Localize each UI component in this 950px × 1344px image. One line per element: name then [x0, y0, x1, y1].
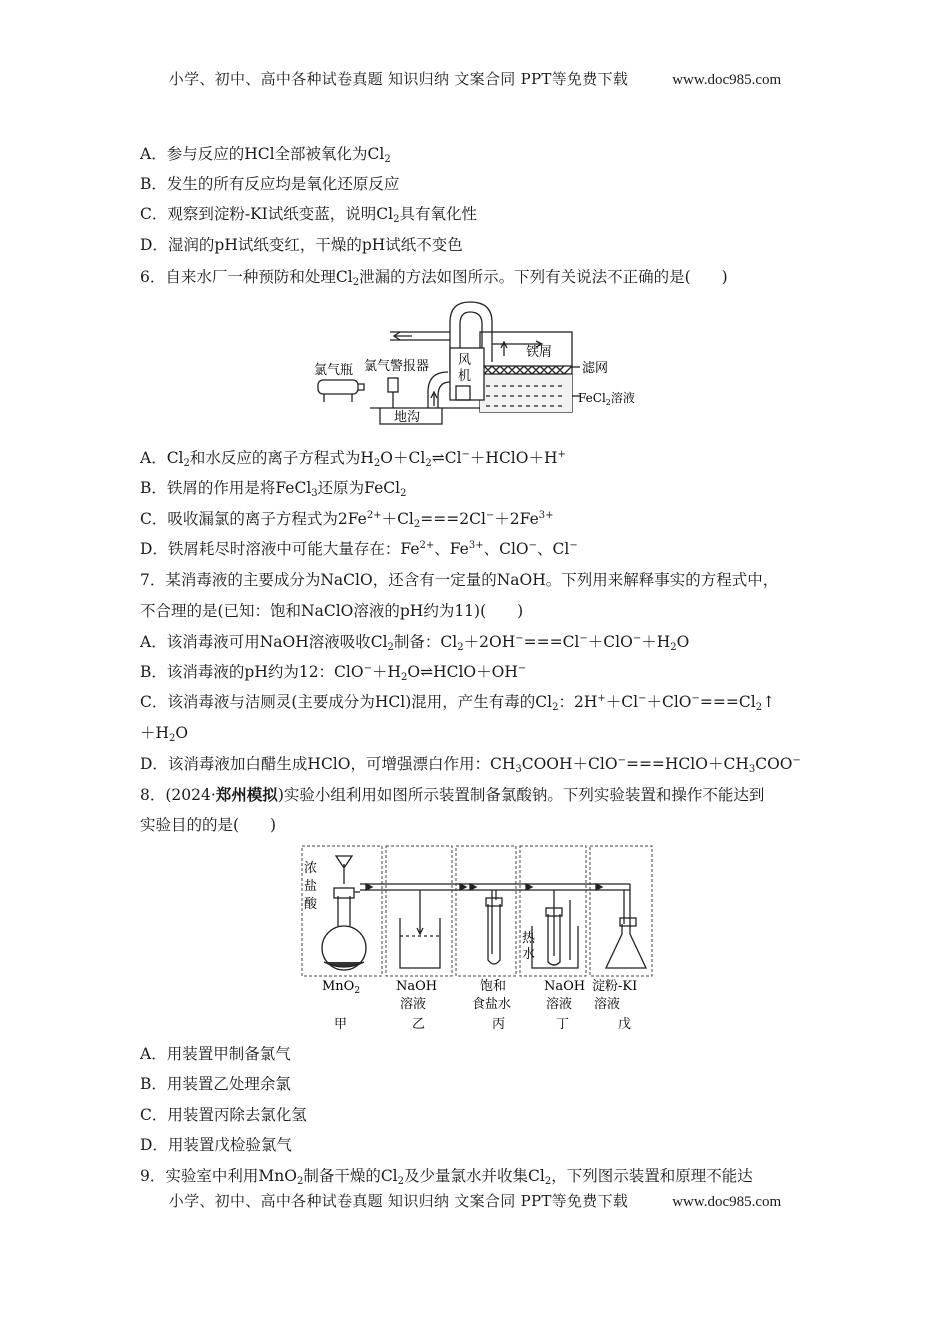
label-bottle: 氯气瓶	[314, 363, 354, 378]
q7-stem-line2: 不合理的是(已知：饱和NaClO溶液的pH约为11)( )	[140, 602, 524, 620]
q5-option-a: A．参与反应的HCl全部被氧化为$Cl_2$	[140, 145, 391, 165]
label-fan1: 风	[458, 353, 472, 368]
reversible-arrow: ⇌	[431, 449, 445, 467]
label-yi-2: 溶液	[400, 997, 427, 1012]
label-yi-1: NaOH	[396, 979, 438, 994]
label-bing-1: 饱和	[480, 979, 507, 994]
trench	[370, 408, 480, 424]
reversible-arrow: ⇌	[420, 663, 434, 681]
label-hot-2: 水	[522, 947, 536, 962]
label-wu-2: 溶液	[594, 997, 621, 1012]
footer-text: 小学、初中、高中各种试卷真题 知识归纳 文案合同 PPT等免费下载	[168, 1192, 629, 1210]
label-yi: 乙	[412, 1017, 426, 1032]
label-fan2: 机	[458, 369, 472, 384]
label-hot-1: 热	[522, 931, 536, 946]
q8-option-b: B．用装置乙处理余氯	[140, 1075, 291, 1093]
box-yi	[386, 846, 452, 976]
q6-option-d: D．铁屑耗尽时溶液中可能大量存在：$Fe^{2+}$、$Fe^{3+}$、ClO−、Cl−	[140, 540, 578, 558]
q6-option-a: A．$Cl_2$和水反应的离子方程式为$H_2O+Cl_2\rightleftharpoons Cl^-+HClO+H^+$	[140, 449, 566, 469]
q8-option-c: C．用装置丙除去氯化氢	[140, 1106, 307, 1124]
label-solution: FeCl$_2$溶液	[578, 391, 635, 407]
label-filter: 滤网	[582, 361, 609, 376]
q6-option-c: C．吸收漏氯的离子方程式为$2Fe^{2+}+Cl_2===2Cl^-+2Fe^{3+}$	[140, 510, 554, 530]
exhaust-arrow	[394, 332, 412, 340]
label-ding-1: NaOH	[544, 979, 586, 994]
q9-stem: 9．实验室中利用MnO$_2$制备干燥的$Cl_2$及少量氯水并收集$Cl_2$，下列图示装置和原理不能达	[140, 1167, 753, 1187]
q8-stem-line2: 实验目的的是( )	[140, 816, 277, 834]
label-alarm: 氯气警报器	[364, 359, 430, 374]
curved-pipe	[428, 372, 450, 408]
q6-option-b: B．铁屑的作用是将FeCl$_3$还原为FeCl$_2$	[140, 479, 407, 499]
tube-bing	[488, 904, 500, 964]
box-bing	[456, 846, 516, 976]
q5-option-b: B．发生的所有反应均是氧化还原反应	[140, 175, 400, 193]
q6-stem: 6．自来水厂一种预防和处理$Cl_2$泄漏的方法如图所示。下列有关说法不正确的是( )	[140, 268, 728, 288]
page-footer	[0, 1190, 950, 1211]
label-trench: 地沟	[394, 410, 421, 425]
q7-option-a: A．该消毒液可用NaOH溶液吸收$Cl_2$制备：$Cl_2+2OH^-===Cl^-+ClO^-+H_2O$	[140, 633, 690, 653]
header-text: 小学、初中、高中各种试卷真题 知识归纳 文案合同 PPT等免费下载	[168, 70, 629, 88]
alarm	[388, 378, 398, 392]
q8-figure	[300, 844, 656, 1034]
label-wu-1: 淀粉-KI	[592, 979, 638, 994]
label-ding-2: 溶液	[546, 997, 573, 1012]
label-bing: 丙	[492, 1017, 506, 1032]
footer-url[interactable]: www.doc985.com	[672, 1194, 782, 1210]
q7-option-c: C．该消毒液与洁厕灵(主要成分为HCl)混用，产生有毒的$Cl_2$：$2H^++Cl^-+ClO^-===Cl_2↑$	[140, 693, 776, 713]
box-wu	[590, 846, 652, 976]
q8-option-a: A．用装置甲制备氯气	[140, 1045, 291, 1063]
page-header	[0, 68, 950, 89]
label-acid-2: 盐	[304, 879, 318, 894]
label-wu: 戊	[618, 1017, 632, 1032]
label-mno2: MnO$_2$	[322, 979, 361, 996]
label-scrap: 铁屑	[526, 345, 553, 360]
q7-option-b: B．该消毒液的pH约为12：$ClO^-+H_2O\rightleftharpoons HClO+OH^-$	[140, 663, 527, 683]
q7-stem-line1: 7．某消毒液的主要成分为NaClO，还含有一定量的NaOH。下列用来解释事实的方程式中，	[140, 571, 779, 589]
q7-option-c-cont: $+H_2O$	[140, 724, 189, 744]
label-jia: 甲	[334, 1017, 348, 1032]
label-acid-1: 浓	[304, 861, 318, 876]
label-acid-3: 酸	[304, 897, 318, 912]
label-bing-2: 食盐水	[472, 997, 512, 1012]
chlorine-bottle	[318, 380, 358, 394]
flask-wu	[606, 924, 646, 968]
q6-figure	[310, 296, 650, 430]
q7-option-d: D．该消毒液加白醋生成HClO，可增强漂白作用：$CH_3COOH+ClO^-===HClO+CH_3COO^-$	[140, 755, 801, 775]
q8-option-d: D．用装置戊检验氯气	[140, 1136, 292, 1154]
q5-option-c: C．观察到淀粉-KI试纸变蓝，说明$Cl_2$具有氧化性	[140, 205, 478, 225]
filter-mesh	[480, 366, 572, 374]
beaker-ding	[532, 926, 578, 968]
q5-option-d: D．湿润的pH试纸变红，干燥的pH试纸不变色	[140, 236, 463, 254]
q8-stem-line1: 8．(2024·郑州模拟)实验小组利用如图所示装置制备氯酸钠。下列实验装置和操作不能达到	[140, 786, 765, 804]
funnel	[336, 856, 352, 884]
header-url[interactable]: www.doc985.com	[672, 72, 782, 88]
label-ding: 丁	[556, 1017, 570, 1032]
